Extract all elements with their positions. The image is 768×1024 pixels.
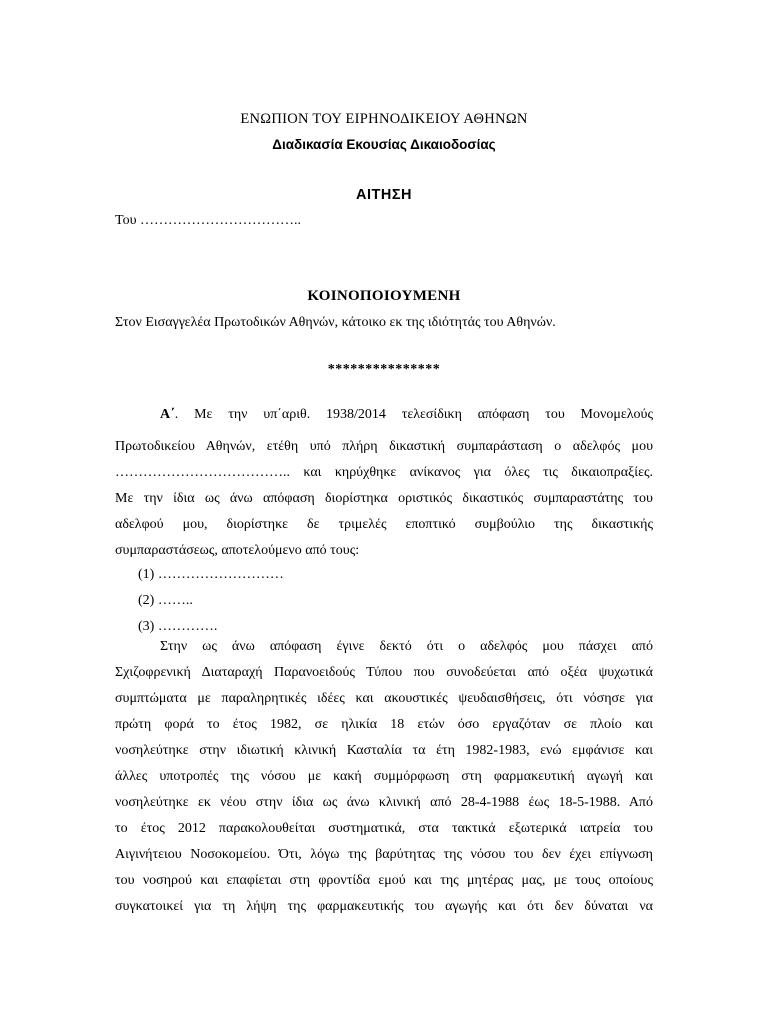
paragraph1-line: Πρωτοδικείου Αθηνών, ετέθη υπό πλήρη δικαστική συμπαράσταση ο αδελφός μου — [115, 439, 653, 454]
paragraph1-line — [160, 405, 653, 425]
paragraph1-line: αδελφού μου, διορίστηκε δε τριμελές εποπτικό συμβούλιο της δικαστικής — [115, 517, 653, 532]
court-heading: ΕΝΩΠΙΟΝ ΤΟΥ ΕΙΡΗΝΟΔΙΚΕΙΟΥ ΑΘΗΝΩΝ — [240, 111, 528, 127]
paragraph2-line: νοσηλεύτηκε στην ιδιωτική κλινική Κασταλία τα έτη 1982-1983, ενώ εμφάνισε και — [115, 743, 653, 758]
paragraph1-line-text: . Με την υπ΄αριθ. 1938/2014 τελεσίδικη απόφαση του Μονομελούς — [174, 407, 653, 422]
paragraph2-line: Στην ως άνω απόφαση έγινε δεκτό ότι ο αδελφός μου πάσχει από — [160, 639, 653, 654]
notified-heading: ΚΟΙΝΟΠΟΙΟΥΜΕΝΗ — [307, 288, 461, 304]
paragraph2-line: Αιγινήτειου Νοσοκομείου. Ότι, λόγω της βαρύτητας της νόσου του δεν έχει επίγνωση — [115, 847, 653, 862]
section-letter: Α΄ — [160, 407, 175, 422]
paragraph2-line: πρώτη φορά το έτος 1982, σε ηλικία 18 ετών όσο εργαζόταν σε πλοίο και — [115, 717, 653, 732]
paragraph2-line: νοσηλεύτηκε εκ νέου στην ίδια ως άνω κλινική από 28-4-1988 έως 18-5-1988. Από — [115, 795, 653, 810]
paragraph2-line: συγκατοικεί για τη λήψη της φαρμακευτικής του αγωγής και ότι δεν δύναται να — [115, 899, 653, 914]
procedure-subheading: Διαδικασία Εκουσίας Δικαιοδοσίας — [272, 137, 496, 152]
section-separator: *************** — [327, 362, 441, 377]
council-member-item: (2) …….. — [138, 593, 193, 608]
paragraph2-line: συμπτώματα με παραληρητικές ιδέες και ακουστικές ψευδαισθήσεις, ότι νόσησε για — [115, 691, 653, 706]
council-member-item: (3) …………. — [138, 619, 218, 634]
paragraph2-line: Σχιζοφρενική Διαταραχή Παρανοειδούς Τύπου που συνοδεύεται από οξέα ψυχωτικά — [115, 665, 653, 680]
notified-recipient-line: Στον Εισαγγελέα Πρωτοδικών Αθηνών, κάτοικο εκ της ιδιότητάς του Αθηνών. — [115, 315, 556, 330]
paragraph1-line: ……………………………….. και κηρύχθηκε ανίκανος για όλες τις δικαιοπραξίες. — [115, 465, 653, 480]
council-member-item: (1) ……………………… — [138, 567, 284, 582]
paragraph2-line: το έτος 2012 παρακολουθείται συστηματικά, στα τακτικά εξωτερικά ιατρεία του — [115, 821, 653, 836]
paragraph2-line: άλλες υποτροπές της νόσου με κακή συμμόρφωση στη φαρμακευτική αγωγή και — [115, 769, 653, 784]
applicant-line: Του …………………………….. — [115, 213, 302, 228]
document-title: ΑΙΤΗΣΗ — [355, 187, 412, 203]
paragraph1-line: συμπαραστάσεως, αποτελούμενο από τους: — [115, 543, 360, 558]
paragraph1-line: Με την ίδια ως άνω απόφαση διορίστηκα οριστικός δικαστικός συμπαραστάτης του — [115, 491, 653, 506]
paragraph2-line: του νοσηρού και επαφίεται στη φροντίδα εμού και της μητέρας μας, με τους οποίους — [115, 873, 653, 888]
